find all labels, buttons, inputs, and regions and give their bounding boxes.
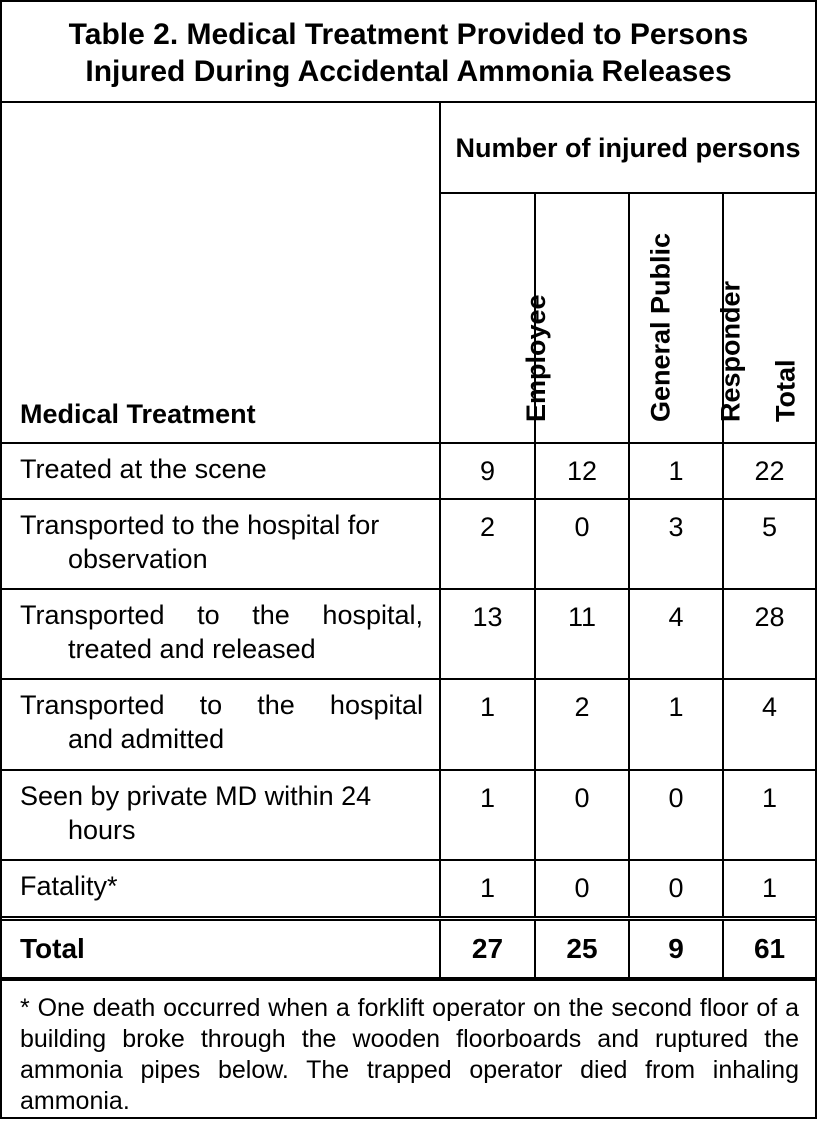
total-label: Total	[2, 918, 440, 978]
cell-total: 28	[723, 589, 815, 679]
row-label	[2, 499, 440, 589]
cell-responder: 1	[629, 679, 723, 770]
cell-employee: 1	[440, 770, 535, 860]
cell-total: 22	[723, 443, 815, 499]
cell-employee: 1	[440, 679, 535, 770]
row-label-continuation: and admitted	[68, 724, 225, 754]
cell-general-public: 11	[535, 589, 629, 679]
group-header: Number of injured persons	[440, 103, 815, 193]
row-label-continuation: treated and released	[68, 634, 316, 664]
column-header-responder	[629, 193, 746, 443]
cell-responder: 0	[629, 860, 723, 918]
column-header-label: Employee	[520, 294, 551, 422]
cell-employee: 9	[440, 443, 535, 499]
footnote: * One death occurred when a forklift operator on the second floor of a building broke through the wooden floorboards and ruptured the ammonia pipes below. The trapped operator died from inhaling ammonia.	[2, 979, 815, 1117]
row-label-continuation: observation	[68, 544, 208, 574]
cell-general-public: 0	[535, 770, 629, 860]
cell-employee: 2	[440, 499, 535, 589]
treatment-table	[2, 103, 815, 979]
column-header-employee	[440, 193, 551, 443]
total-total: 61	[723, 918, 815, 978]
row-label-line: Seen by private MD within 24	[20, 781, 372, 811]
cell-general-public: 2	[535, 679, 629, 770]
column-header-label: Responder	[715, 280, 746, 422]
table-row	[2, 770, 815, 860]
title-line-2: Injured During Accidental Ammonia Releases	[85, 55, 732, 88]
row-label	[2, 770, 440, 860]
cell-general-public: 0	[535, 499, 629, 589]
total-general-public: 25	[535, 918, 629, 978]
cell-total: 4	[723, 679, 815, 770]
cell-responder: 4	[629, 589, 723, 679]
row-label-line: Transported to the hospital,	[20, 600, 423, 630]
cell-responder: 0	[629, 770, 723, 860]
table-row	[2, 860, 815, 918]
cell-employee: 1	[440, 860, 535, 918]
row-label-line: Treated at the scene	[20, 454, 267, 484]
table-row	[2, 443, 815, 499]
table-row	[2, 589, 815, 679]
table-row	[2, 679, 815, 770]
row-label	[2, 860, 440, 918]
column-header-label: General Public	[645, 232, 676, 422]
table-row	[2, 499, 815, 589]
cell-responder: 1	[629, 443, 723, 499]
cell-total: 1	[723, 860, 815, 918]
row-label	[2, 443, 440, 499]
cell-total: 5	[723, 499, 815, 589]
cell-total: 1	[723, 770, 815, 860]
cell-general-public: 12	[535, 443, 629, 499]
column-header-label: Total	[769, 359, 800, 422]
title-line-1: Table 2. Medical Treatment Provided to Persons	[68, 18, 749, 51]
total-row	[2, 918, 815, 978]
table-title	[2, 2, 815, 103]
total-employee: 27	[440, 918, 535, 978]
column-header-general-public	[535, 193, 676, 443]
cell-general-public: 0	[535, 860, 629, 918]
row-label	[2, 589, 440, 679]
cell-responder: 3	[629, 499, 723, 589]
row-label-line: Transported to the hospital	[20, 690, 423, 720]
column-header-total	[723, 193, 815, 443]
cell-employee: 13	[440, 589, 535, 679]
row-label	[2, 679, 440, 770]
total-responder: 9	[629, 918, 723, 978]
row-label-continuation: hours	[68, 815, 136, 845]
row-label-line: Transported to the hospital for	[20, 510, 380, 540]
row-label-line: Fatality*	[20, 871, 118, 901]
row-header: Medical Treatment	[2, 103, 440, 443]
